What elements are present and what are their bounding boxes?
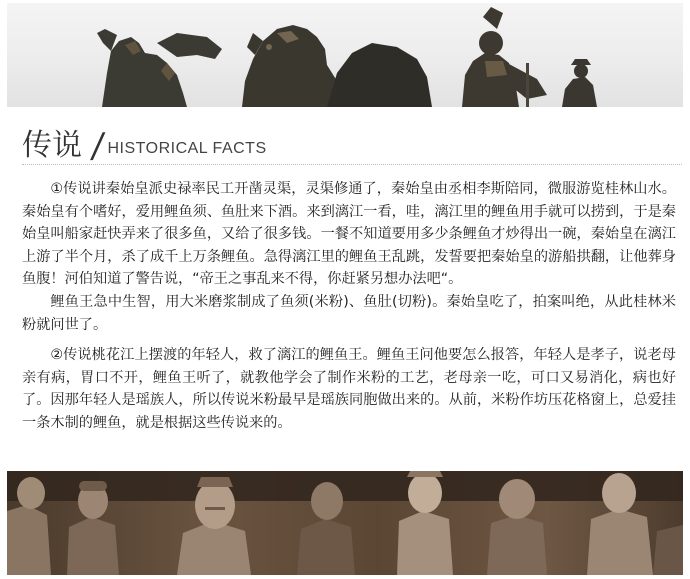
section-heading bbox=[22, 124, 267, 164]
heading-title-cn: 传说 bbox=[22, 128, 82, 163]
article-body bbox=[22, 178, 676, 435]
paragraph-legend-1: ①传说讲秦始皇派史禄率民工开凿灵渠，灵渠修通了，秦始皇由丞相李斯陪同，微服游览桂林山水。秦始皇有个嗜好，爱用鲤鱼须、鱼肚来下酒。来到漓江一看，哇，漓江里的鲤鱼用手就可以捞到，于是秦始皇叫船家赶快弄来了很多鱼，又给了很多钱。一餐不知道要用多少条鲤鱼才炒得出一碗，秦始皇在漓江上游了半个月，杀了成千上万条鲤鱼。急得漓江里的鲤鱼王乱跳，发誓要把秦始皇的游船拱翻，让他葬身鱼腹！河伯知道了警告说，“帝王之事乱来不得，你赶紧另想办法吧“。 bbox=[22, 181, 676, 288]
paragraph-legend-1-continued: 鲤鱼王急中生智，用大米磨浆制成了鱼须(米粉)、鱼肚(切粉)。秦始皇吃了，拍案叫绝，从此桂林米粉就问世了。 bbox=[22, 293, 676, 333]
heading-divider bbox=[22, 164, 682, 165]
heading-slash: / bbox=[89, 126, 107, 166]
paragraph-legend-2: ②传说桃花江上摆渡的年轻人，救了漓江的鲤鱼王。鲤鱼王问他要怎么报答，年轻人是孝子，说老母亲有病，胃口不开，鲤鱼王听了，就教他学会了制作米粉的工艺，老母亲一吃，可口又易消化，病也好了。因那年轻人是瑶族人，所以传说米粉最早是瑶族同胞做出来的。从前，米粉作坊压花格窗上，总爱挂一条木制的鲤鱼，就是根据这些传说来的。 bbox=[22, 347, 676, 431]
chariot-horses-illustration bbox=[7, 3, 683, 107]
top-banner-image bbox=[7, 3, 683, 107]
bottom-banner-image bbox=[7, 471, 683, 575]
terracotta-warriors-illustration bbox=[7, 471, 683, 575]
heading-title-en: HISTORICAL FACTS bbox=[107, 140, 267, 157]
